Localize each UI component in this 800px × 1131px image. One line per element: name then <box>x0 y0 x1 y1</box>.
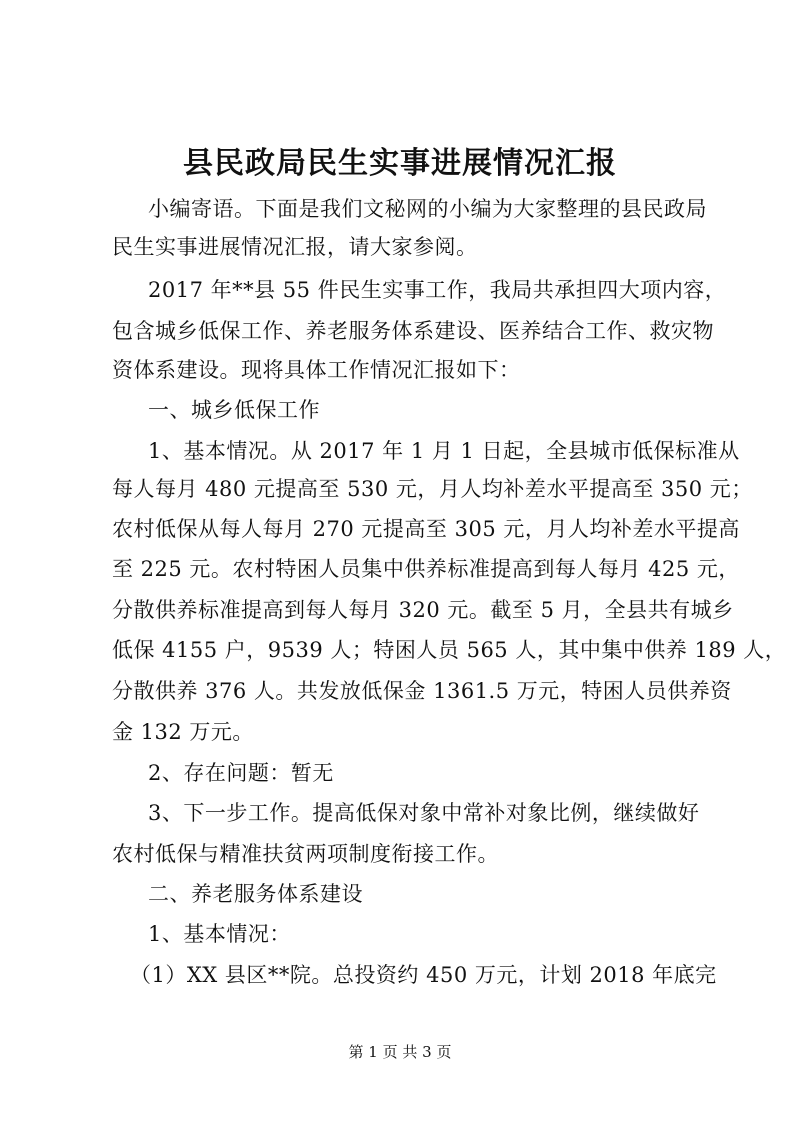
paragraph-line-10: 至 225 元。农村特困人员集中供养标准提高到每人每月 425 元， <box>112 557 740 581</box>
paragraph-line-8: 每人每月 480 元提高至 530 元，月人均补差水平提高至 350 元； <box>112 477 753 501</box>
paragraph-line-5: 资体系建设。现将具体工作情况汇报如下： <box>112 358 521 382</box>
page-footer: 第 1 页 共 3 页 <box>348 1043 452 1061</box>
paragraph-line-16: 3、下一步工作。提高低保对象中常补对象比例，继续做好 <box>148 801 700 825</box>
paragraph-line-20: （1）XX 县区**院。总投资约 450 万元，计划 2018 年底完 <box>130 963 717 987</box>
paragraph-line-4: 包含城乡低保工作、养老服务体系建设、医养结合工作、救灾物 <box>112 319 714 343</box>
document-title: 县民政局民生实事进展情况汇报 <box>183 146 617 181</box>
paragraph-line-7: 1、基本情况。从 2017 年 1 月 1 日起，全县城市低保标准从 <box>148 439 740 463</box>
paragraph-line-3: 2017 年**县 55 件民生实事工作，我局共承担四大项内容， <box>148 278 727 302</box>
problem-line: 2、存在问题：暂无 <box>148 761 334 785</box>
basic-situation-heading: 1、基本情况： <box>148 922 291 946</box>
paragraph-line-17: 农村低保与精准扶贫两项制度衔接工作。 <box>112 842 499 866</box>
section-heading-2: 二、养老服务体系建设 <box>148 882 363 906</box>
paragraph-line-9: 农村低保从每人每月 270 元提高至 305 元，月人均补差水平提高 <box>112 517 740 541</box>
paragraph-line-2: 民生实事进展情况汇报，请大家参阅。 <box>112 235 478 259</box>
section-heading-1: 一、城乡低保工作 <box>148 398 320 422</box>
paragraph-line-11: 分散供养标准提高到每人每月 320 元。截至 5 月，全县共有城乡 <box>112 598 734 622</box>
paragraph-line-1: 小编寄语。下面是我们文秘网的小编为大家整理的县民政局 <box>148 197 707 221</box>
paragraph-line-13: 分散供养 376 人。共发放低保金 1361.5 万元，特困人员供养资 <box>112 679 732 703</box>
paragraph-line-14: 金 132 万元。 <box>112 720 254 744</box>
paragraph-line-12: 低保 4155 户，9539 人；特困人员 565 人，其中集中供养 189 人， <box>112 638 787 662</box>
